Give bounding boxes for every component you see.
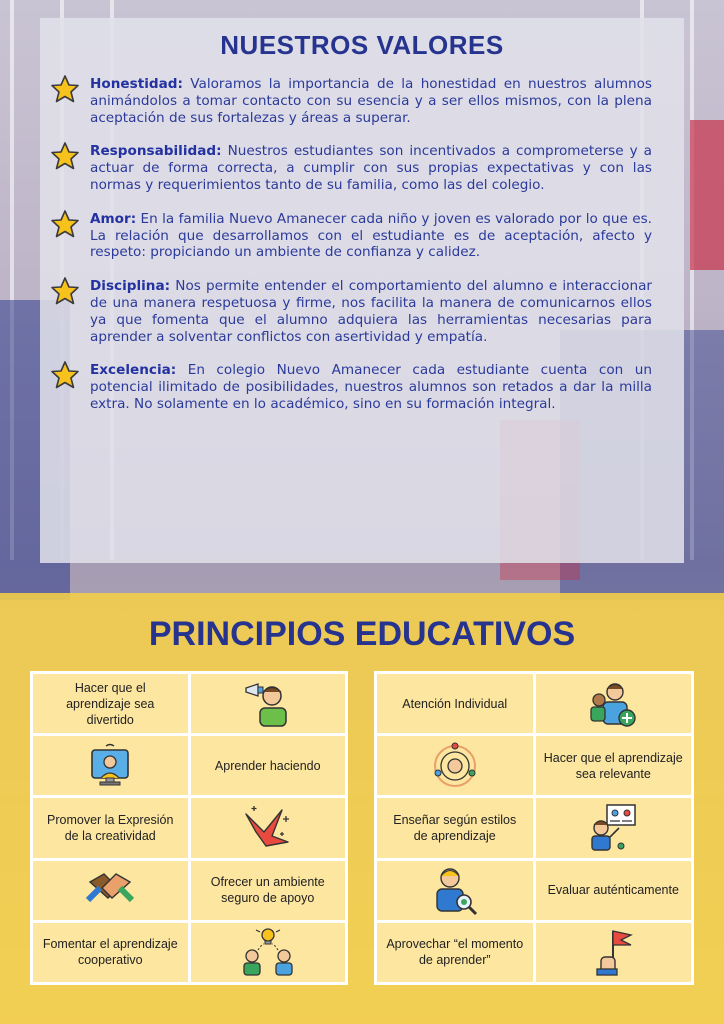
principle-icon-cell	[191, 923, 346, 982]
online-class-icon	[86, 742, 134, 790]
teamwork-idea-icon	[240, 926, 296, 978]
principle-icon-cell	[377, 736, 533, 795]
principle-icon-cell	[536, 798, 692, 857]
flag-goal-icon	[591, 927, 635, 977]
value-text: En la familia Nuevo Amanecer cada niño y joven es valorado por lo que es. La relación que desarrollamos con el estudiante es de aceptación, afecto y respeto: propiciando un ambiente de confianza y calidez.	[90, 210, 652, 261]
value-text: Nos permite entender el comportamiento del alumno e interaccionar de una manera respetuosa y firme, nos facilita la manera de comunicarnos ellos ya que fomenta que el alumno adquiera las herramientas necesarias para aprender a solventar conflictos con asertividad y empatía.	[90, 278, 652, 345]
principles-title: PRINCIPIOS EDUCATIVOS	[148, 615, 576, 653]
principle-label: Ofrecer un ambiente seguro de apoyo	[191, 861, 346, 920]
values-title: NUESTROS VALORES	[220, 30, 504, 60]
value-name: Honestidad:	[90, 76, 183, 92]
value-item	[50, 211, 652, 261]
value-name: Amor:	[90, 210, 137, 227]
values-list	[50, 76, 652, 413]
origami-crane-icon	[242, 802, 294, 854]
principles-grid-right	[374, 671, 694, 985]
value-item	[50, 76, 652, 126]
add-person-icon	[587, 678, 639, 730]
principle-label: Hacer que el aprendizaje sea relevante	[536, 736, 692, 795]
principle-label: Promover la Expresión de la creatividad	[33, 798, 188, 857]
principle-icon-cell	[191, 798, 346, 857]
search-student-icon	[430, 864, 480, 916]
principle-icon-cell	[191, 674, 346, 733]
principle-label: Hacer que el aprendizaje sea divertido	[33, 674, 188, 733]
value-item	[50, 143, 652, 193]
value-name: Responsabilidad:	[90, 143, 222, 160]
value-item	[50, 278, 652, 345]
value-name: Excelencia:	[90, 362, 177, 379]
principle-icon-cell	[536, 923, 692, 982]
star-icon	[50, 276, 80, 306]
value-text: Valoramos la importancia de la honestidad en nuestros alumnos animándolos a tomar contacto con su esencia y a ser ellos mismos, con la plena aceptación de sus fortalezas y áreas a superar.	[90, 76, 652, 126]
target-person-icon	[430, 741, 480, 791]
principle-icon-cell	[33, 736, 188, 795]
principle-label: Enseñar según estilos de aprendizaje	[377, 798, 533, 857]
star-icon	[50, 209, 80, 239]
principle-icon-cell	[536, 674, 692, 733]
principle-icon-cell	[377, 861, 533, 920]
principle-label: Aprovechar “el momento de aprender”	[377, 923, 533, 982]
value-name: Disciplina:	[90, 278, 171, 295]
value-text: Nuestros estudiantes son incentivados a comprometerse y a actuar de forma correcta, a cumplir con sus propias expectativas y con las normas y requerimientos tanto de su familia, como las del colegio.	[90, 143, 652, 193]
principle-label: Atención Individual	[377, 674, 533, 733]
value-item	[50, 362, 652, 412]
handshake-icon	[84, 864, 136, 916]
value-text: En colegio Nuevo Amanecer cada estudiante cuenta con un potencial ilimitado de posibilidades, nuestros alumnos son retados a dar la milla extra. No solamente en lo académico, sino en su formación integral.	[90, 362, 652, 412]
presentation-icon	[587, 802, 639, 854]
star-icon	[50, 360, 80, 390]
star-icon	[50, 74, 80, 104]
star-icon	[50, 141, 80, 171]
principle-label: Fomentar el aprendizaje cooperativo	[33, 923, 188, 982]
principle-label: Aprender haciendo	[191, 736, 346, 795]
megaphone-student-icon	[242, 678, 294, 730]
principles-grid-left	[30, 671, 348, 985]
principle-label: Evaluar auténticamente	[536, 861, 692, 920]
principle-icon-cell	[33, 861, 188, 920]
